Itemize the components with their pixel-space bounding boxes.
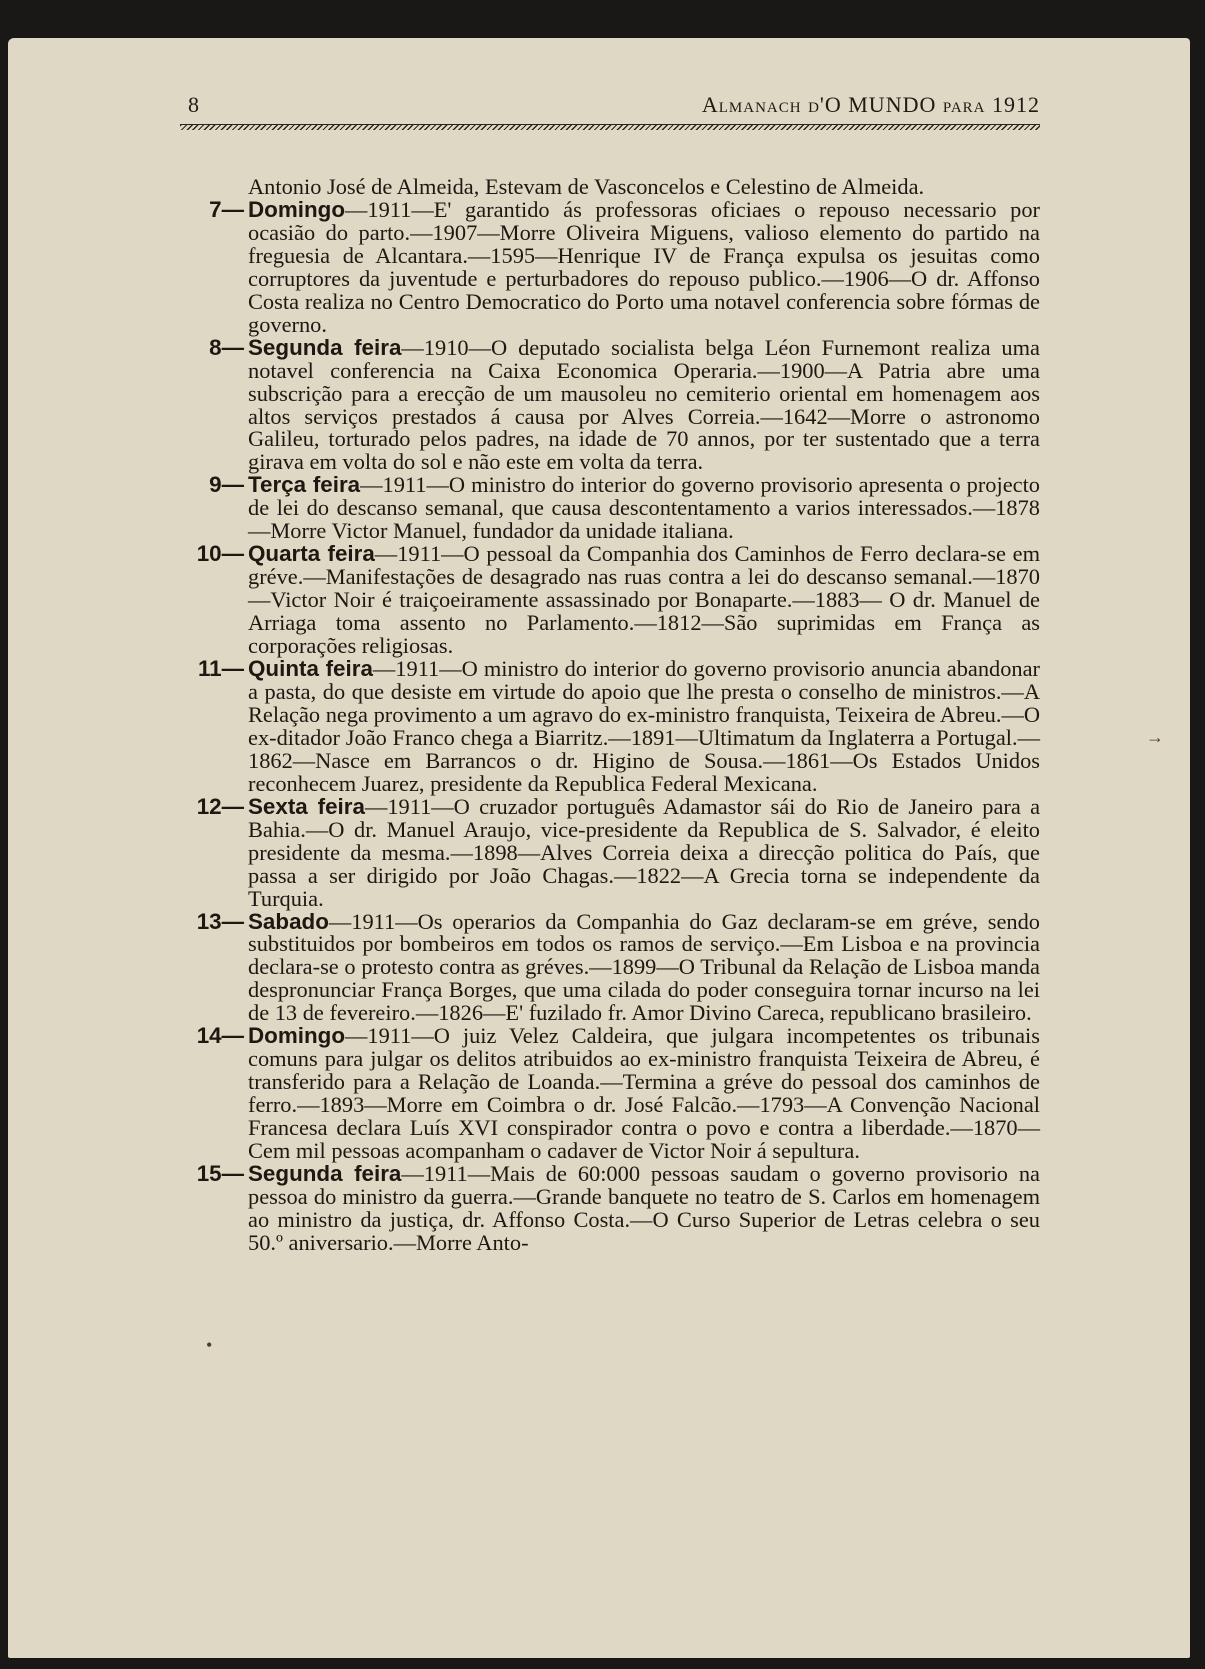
weekday-name: Sabado (248, 908, 329, 934)
entry-day-13 (188, 908, 1040, 1026)
page-number: 8 (188, 92, 199, 117)
entry-text: —1911—Os operarios da Companhia do Gaz declaram-se em gréve, sendo substituidos por bombeiros em todos os ramos de serviço.—Em Lisboa e na provincia declara-se o protesto contra as gréves.—1899—O Tribunal da Relação de Lisboa manda despronunciar França Borges, que uma cilada do poder conseguira tornar incurso na lei de 13 de fevereiro.—1826—E' fuzilado fr. Amor Divino Careca, republicano brasileiro. (248, 908, 1040, 1026)
weekday-name: Segunda feira (248, 1160, 402, 1186)
page-header (188, 92, 1040, 122)
day-number: 12— (196, 793, 244, 819)
entry-continuation: Antonio José de Almeida, Estevam de Vasconcelos e Celestino de Almeida. (248, 174, 925, 199)
entry-day-14 (188, 1025, 1040, 1163)
weekday-name: Segunda feira (248, 334, 402, 360)
entry-text: —1911—O cruzador português Adamastor sái do Rio de Janeiro para a Bahia.—O dr. Manuel Araujo, vice-presidente da Republica de S. Salvador, é eleito presidente da mesma.—1898—Alves Correia deixa a direcção politica do País, que passa a ser dirigido por João Chagas.—1822—A Grecia torna se independente da Turquia. (248, 793, 1041, 911)
weekday-name: Sexta feira (248, 793, 365, 819)
day-number: 13— (196, 908, 244, 934)
entry-day-7 (188, 196, 1040, 337)
entry-text: —1911—E' garantido ás professoras oficiaes o repouso necessario por ocasião do parto.—1907—Morre Oliveira Miguens, valioso elemento do partido na freguesia de Alcantara.—1595—Henrique IV de França expulsa os jesuitas como corruptores da juventude e perturbadores do repouso publico.—1906—O dr. Affonso Costa realiza no Centro Democratico do Porto uma notavel conferencia sobre fórmas de governo. (248, 196, 1040, 337)
entry-day-8 (188, 334, 1040, 475)
entry-text: —1911—Mais de 60:000 pessoas saudam o governo provisorio na pessoa do ministro da guerra.—Grande banquete no teatro de S. Carlos em homenagem ao ministro da justiça, dr. Affonso Costa.—O Curso Superior de Letras celebra o seu 50.º aniversario.—Morre Anto- (248, 1160, 1040, 1255)
day-number: 7— (209, 196, 244, 222)
header-rule (180, 124, 1040, 130)
entry-text: —1911—O pessoal da Companhia dos Caminhos de Ferro declara-se em gréve.—Manifestações de desagrado nas ruas contra a lei do descanso semanal.—1870—Victor Noir é traiçoeiramente assassinado por Bonaparte.—1883— O dr. Manuel de Arriaga toma assento no Parlamento.—1812—São suprimidas em França as corporações religiosas. (248, 541, 1040, 659)
entry-day-15 (188, 1160, 1040, 1255)
entry-day-9 (188, 474, 1040, 543)
weekday-name: Quarta feira (248, 541, 375, 567)
entry-text: —1911—O ministro do interior do governo provisorio anuncia abandonar a pasta, do que desiste em virtude do apoio que lhe presta o conselho de ministros.—A Relação nega provimento a um agravo do ex-ministro franquista, Teixeira de Abreu.—O ex-ditador João Franco chega a Biarritz.—1891—Ultimatum da Inglaterra a Portugal.—1862—Nasce em Barrancos o dr. Higino de Sousa.—1861—Os Estados Unidos reconhecem Juarez, presidente da Republica Federal Mexicana. (248, 656, 1041, 796)
entry-day-10 (188, 543, 1040, 658)
day-number: 9— (209, 472, 244, 498)
almanac-text (188, 176, 1040, 1255)
day-number: 15— (196, 1160, 244, 1186)
day-number: 14— (196, 1023, 244, 1049)
weekday-name: Domingo (248, 1023, 346, 1049)
entry-text: —1910—O deputado socialista belga Léon Furnemont realiza uma notavel conferencia na Caixa Economica Operaria.—1900—A Patria abre uma subscrição para a erecção de um mausoleu no cemiterio oriental em homenagem aos altos serviços prestados á causa por Alves Correia.—1642—Morre o astronomo Galileu, torturado pelos padres, na idade de 70 annos, por ter sustentado que a terra girava em volta do sol e não este em volta da terra. (248, 334, 1040, 475)
day-number: 10— (196, 541, 244, 567)
entry-day-12 (188, 793, 1041, 911)
entry-text: —1911—O ministro do interior do governo provisorio apresenta o projecto de lei do descanso semanal, que causa descontentamento a varios interessados.—1878—Morre Victor Manuel, fundador da unidade italiana. (248, 472, 1041, 544)
weekday-name: Domingo (248, 196, 346, 222)
weekday-name: Terça feira (248, 472, 361, 498)
running-title: Almanach d'O MUNDO para 1912 (701, 92, 1040, 117)
entry-day-11 (188, 658, 1040, 796)
margin-arrow-icon: → (1146, 727, 1164, 747)
weekday-name: Quinta feira (248, 656, 373, 682)
entry-text: —1911—O juiz Velez Caldeira, que julgara incompetentes os tribunais comuns para julgar os delitos atribuidos ao ex-ministro franquista Teixeira de Abreu, é transferido para a Relação de Loanda.—Termina a gréve do pessoal dos caminhos de ferro.—1893—Morre em Coimbra o dr. José Falcão.—1793—A Convenção Nacional Francesa declara Luís XVI conspirador contra o povo e contra a liberdade.—1870—Cem mil pessoas acompanham o cadaver de Victor Noir á sepultura. (248, 1023, 1040, 1164)
day-number: 11— (197, 656, 244, 682)
margin-bullet-icon: • (206, 1335, 213, 1355)
day-number: 8— (209, 334, 244, 360)
